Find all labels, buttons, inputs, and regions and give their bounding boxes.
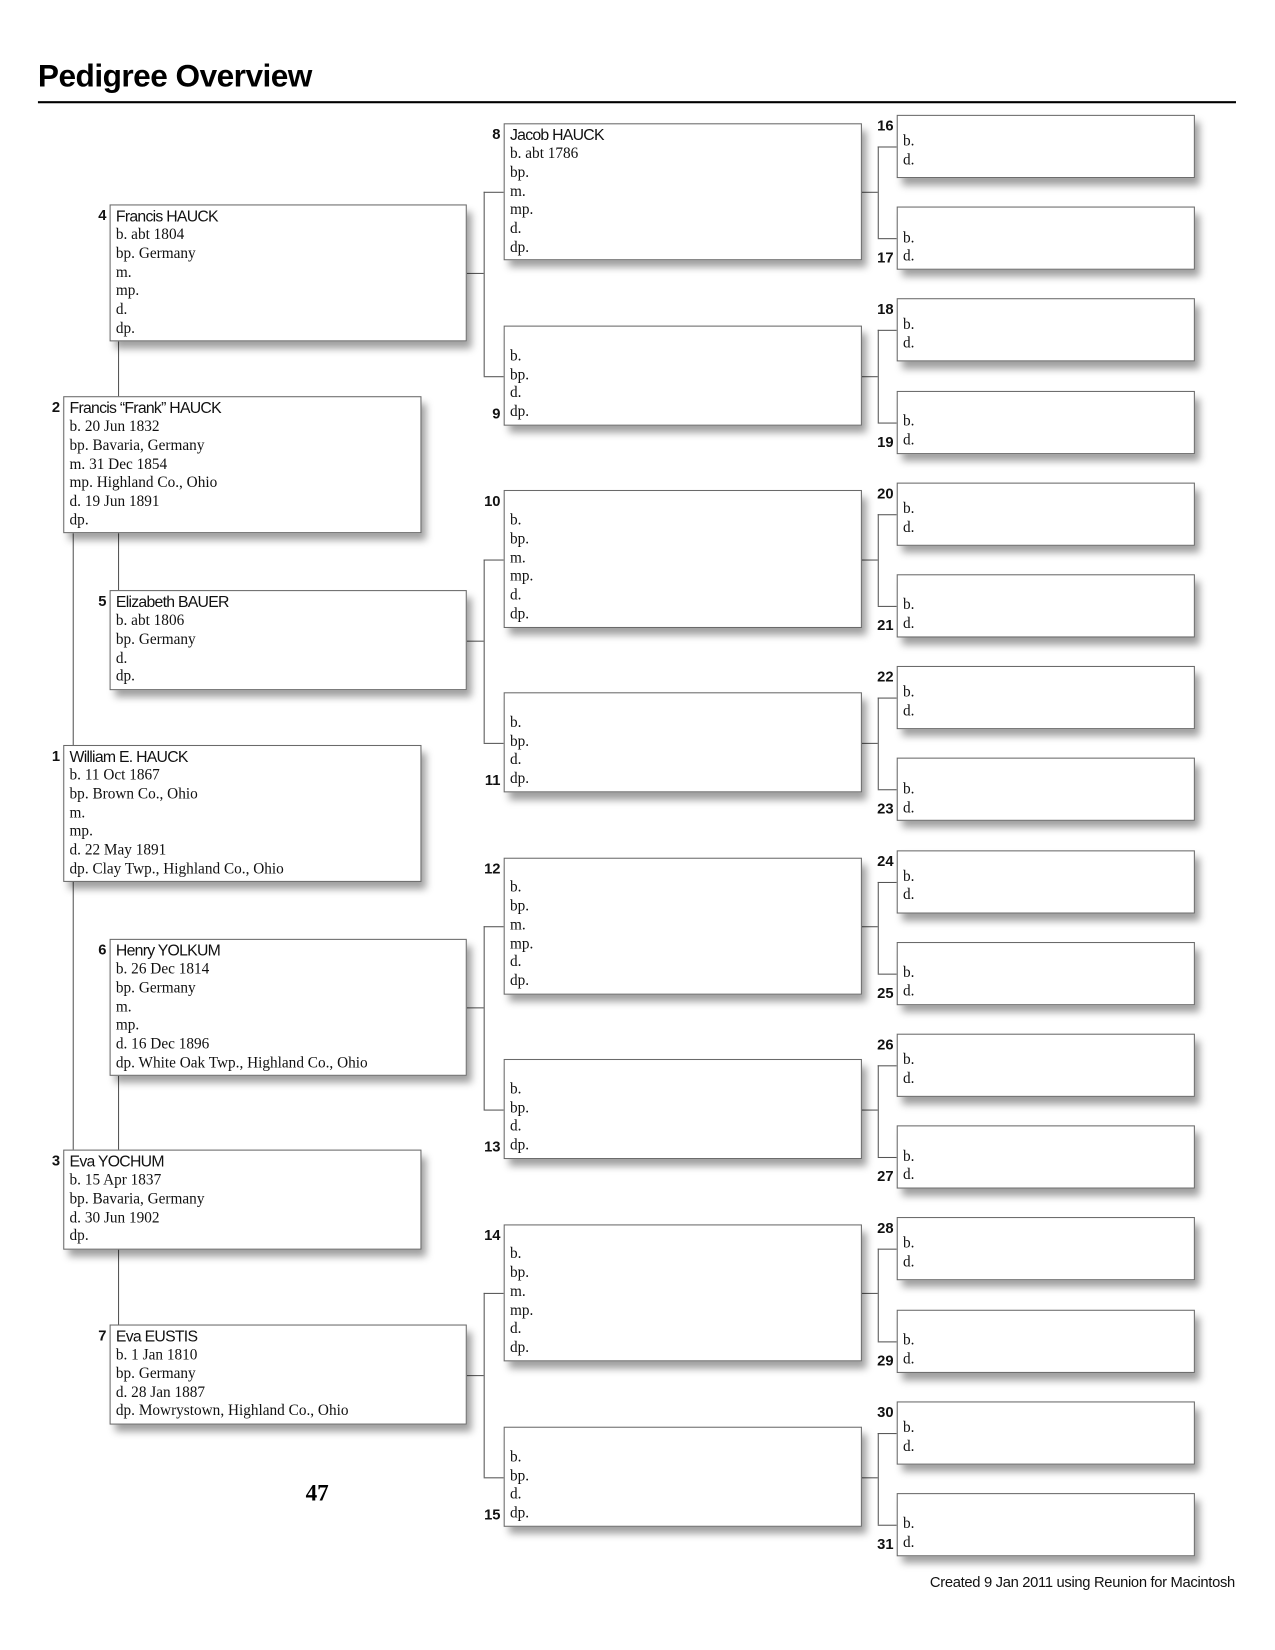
person-fact: b.: [903, 413, 915, 430]
person-fact: dp.: [69, 512, 89, 529]
person-fact: bp.: [509, 1467, 530, 1485]
person-fact: d.: [115, 301, 128, 319]
person-fact: b. abt 1786: [509, 145, 579, 163]
person-fact: mp.: [115, 282, 140, 300]
connector-line: [484, 559, 504, 560]
person-fact: d.: [903, 799, 915, 817]
person-fact: mp.: [509, 1301, 534, 1319]
person-box-6[interactable]: [110, 939, 467, 1076]
page-number: 47: [305, 1479, 329, 1506]
person-fact: d.: [903, 1070, 915, 1088]
person-fact: d.: [903, 335, 915, 353]
person-box-21[interactable]: [897, 574, 1195, 637]
person-fact: mp.: [69, 823, 93, 841]
person-fact: dp.: [115, 320, 136, 338]
person-box-2[interactable]: [63, 396, 421, 533]
person-fact: m. 31 Dec 1854: [69, 455, 168, 473]
person-fact: dp.: [509, 972, 530, 990]
person-name: [903, 486, 1189, 501]
person-box-11[interactable]: [504, 692, 862, 792]
ahnentafel-number: 18: [877, 300, 894, 318]
ahnentafel-number: 9: [492, 404, 501, 422]
ahnentafel-number: 3: [51, 1151, 61, 1169]
connector-line: [467, 273, 484, 274]
person-box-17[interactable]: [897, 207, 1195, 270]
person-fact: d.: [509, 751, 522, 769]
person-box-28[interactable]: [897, 1217, 1195, 1280]
ahnentafel-number: 22: [877, 668, 894, 686]
ahnentafel-number: 2: [51, 398, 61, 416]
person-fact: b. 11 Oct 1867: [69, 767, 160, 784]
connector-line: [467, 1375, 484, 1376]
ahnentafel-number: 23: [877, 800, 894, 818]
person-fact: d.: [903, 248, 915, 265]
person-fact: mp. Highland Co., Ohio: [69, 474, 218, 492]
person-box-5[interactable]: [110, 590, 467, 690]
ahnentafel-number: 19: [877, 432, 894, 450]
person-box-25[interactable]: [897, 942, 1195, 1005]
person-name: [903, 853, 1189, 868]
connector-line: [862, 926, 878, 927]
person-box-22[interactable]: [897, 666, 1195, 729]
person-name: [903, 1221, 1189, 1236]
connector-line: [467, 640, 484, 641]
person-fact: b.: [903, 132, 915, 150]
connector-line: [862, 1293, 878, 1294]
person-fact: d. 16 Dec 1896: [115, 1035, 210, 1053]
person-fact: m.: [115, 264, 132, 281]
person-box-19[interactable]: [897, 390, 1195, 453]
person-name: [903, 302, 1189, 317]
person-fact: b. 15 Apr 1837: [69, 1171, 162, 1189]
person-name: [903, 1037, 1189, 1052]
person-name: Eva YOCHUM: [69, 1152, 164, 1171]
connector-line: [878, 1065, 879, 1157]
ahnentafel-number: 24: [877, 852, 894, 869]
person-fact: d.: [903, 702, 915, 720]
person-fact: dp. White Oak Twp., Highland Co., Ohio: [115, 1054, 368, 1072]
connector-line: [878, 698, 879, 790]
person-name: Jacob HAUCK: [509, 126, 604, 145]
person-fact: d.: [903, 615, 915, 633]
connector-line: [862, 1477, 878, 1478]
person-fact: mp.: [509, 935, 534, 953]
person-fact: mp.: [509, 568, 534, 586]
connector-line: [484, 1293, 485, 1477]
ahnentafel-number: 31: [877, 1535, 894, 1553]
connector-line: [878, 882, 897, 883]
person-fact: d.: [509, 1320, 522, 1338]
person-fact: dp.: [509, 1339, 530, 1357]
person-fact: d. 30 Jun 1902: [69, 1209, 160, 1227]
connector-line: [862, 559, 878, 560]
person-fact: b.: [509, 512, 522, 529]
person-fact: bp. Germany: [115, 245, 196, 263]
ahnentafel-number: 28: [877, 1219, 894, 1237]
person-box-15[interactable]: [504, 1427, 862, 1527]
person-name: Elizabeth BAUER: [115, 593, 229, 612]
person-box-12[interactable]: [504, 858, 862, 995]
person-fact: b.: [903, 964, 915, 982]
person-name: Francis HAUCK: [115, 207, 218, 226]
person-fact: d. 19 Jun 1891: [69, 493, 160, 511]
person-fact: d.: [903, 1534, 915, 1552]
page-title: Pedigree Overview: [37, 59, 312, 94]
connector-line: [878, 1341, 897, 1342]
person-fact: mp.: [115, 1017, 140, 1035]
person-fact: dp.: [115, 668, 136, 686]
person-fact: d.: [903, 886, 915, 904]
connector-line: [878, 790, 897, 791]
person-fact: b.: [903, 316, 915, 334]
person-box-14[interactable]: [504, 1224, 862, 1361]
person-box-29[interactable]: [897, 1309, 1195, 1372]
person-fact: m.: [509, 182, 526, 200]
ahnentafel-number: 30: [877, 1403, 894, 1421]
person-fact: d.: [903, 431, 915, 449]
person-fact: bp. Bavaria, Germany: [69, 437, 205, 454]
person-box-30[interactable]: [897, 1401, 1195, 1464]
person-fact: d.: [903, 1166, 915, 1184]
person-fact: b.: [903, 1419, 915, 1436]
person-fact: b.: [903, 1235, 915, 1253]
person-name: [903, 669, 1189, 684]
person-name: [510, 493, 856, 512]
connector-line: [878, 514, 879, 606]
person-fact: mp.: [509, 201, 534, 219]
person-box-8[interactable]: [504, 123, 862, 260]
connector-line: [878, 1433, 897, 1434]
connector-line: [484, 192, 504, 193]
person-fact: b.: [509, 1448, 522, 1466]
person-box-7[interactable]: [110, 1325, 467, 1425]
connector-line: [878, 422, 897, 423]
person-fact: bp. Bavaria, Germany: [69, 1190, 205, 1208]
ahnentafel-number: 12: [484, 859, 501, 877]
person-fact: b.: [903, 229, 915, 247]
person-fact: bp. Brown Co., Ohio: [69, 785, 198, 803]
person-fact: d.: [509, 1118, 522, 1136]
connector-line: [484, 1293, 504, 1294]
person-fact: dp. Mowrystown, Highland Co., Ohio: [115, 1402, 349, 1420]
footer-credit: Created 9 Jan 2011 using Reunion for Macintosh: [929, 1573, 1235, 1591]
connector-line: [878, 698, 897, 699]
ahnentafel-number: 15: [484, 1505, 501, 1523]
ahnentafel-number: 7: [98, 1326, 107, 1344]
person-fact: m.: [509, 916, 526, 934]
person-box-18[interactable]: [897, 299, 1195, 362]
person-fact: m.: [69, 804, 86, 822]
connector-line: [484, 926, 504, 927]
person-fact: dp.: [509, 770, 530, 788]
ahnentafel-number: 11: [484, 771, 501, 789]
person-fact: b.: [509, 347, 522, 365]
person-box-26[interactable]: [897, 1034, 1195, 1097]
connector-line: [862, 1109, 878, 1110]
person-fact: b.: [903, 500, 915, 518]
person-fact: dp.: [69, 1227, 89, 1245]
person-fact: b.: [903, 1515, 915, 1533]
person-fact: d.: [509, 587, 522, 604]
person-name: [510, 861, 856, 879]
connector-line: [862, 192, 878, 193]
person-fact: d.: [509, 385, 522, 402]
person-fact: bp. Germany: [115, 1365, 196, 1383]
ahnentafel-number: 4: [98, 206, 107, 224]
connector-line: [878, 330, 879, 422]
person-fact: dp. Clay Twp., Highland Co., Ohio: [69, 860, 284, 878]
connector-line: [878, 1525, 897, 1526]
person-fact: b.: [509, 1245, 522, 1263]
person-fact: b. 1 Jan 1810: [115, 1346, 198, 1364]
person-box-23[interactable]: [897, 758, 1195, 821]
person-fact: b.: [903, 1051, 915, 1069]
ahnentafel-number: 17: [877, 248, 894, 266]
person-name: [510, 1228, 856, 1246]
person-box-4[interactable]: [110, 204, 467, 341]
person-box-1[interactable]: [63, 745, 421, 882]
connector-line: [484, 559, 485, 742]
connector-line: [484, 1477, 504, 1478]
ahnentafel-number: 6: [98, 940, 107, 958]
person-fact: bp.: [509, 164, 530, 182]
connector-line: [878, 1249, 897, 1250]
ahnentafel-number: 26: [877, 1035, 894, 1053]
person-name: Henry YOLKUM: [115, 942, 221, 960]
person-fact: d. 28 Jan 1887: [115, 1384, 206, 1401]
connector-line: [862, 742, 878, 743]
person-name: [903, 1404, 1189, 1419]
ahnentafel-number: 5: [98, 592, 107, 610]
person-fact: m.: [115, 998, 132, 1016]
person-fact: b.: [903, 780, 915, 798]
person-fact: d. 22 May 1891: [69, 842, 167, 859]
connector-line: [467, 1007, 484, 1008]
person-name: Francis “Frank” HAUCK: [69, 399, 221, 418]
person-box-3[interactable]: [63, 1150, 421, 1250]
connector-line: [484, 742, 504, 743]
person-fact: bp. Germany: [115, 630, 196, 648]
ahnentafel-number: 29: [877, 1351, 894, 1369]
ahnentafel-number: 25: [877, 983, 894, 1001]
connector-line: [878, 514, 897, 515]
person-box-31[interactable]: [897, 1493, 1195, 1556]
connector-line: [878, 1249, 879, 1341]
person-fact: d.: [509, 1486, 522, 1504]
ahnentafel-number: 10: [484, 492, 501, 509]
person-fact: d.: [903, 983, 915, 1000]
connector-line: [878, 1157, 897, 1158]
person-fact: d.: [903, 151, 915, 169]
person-fact: d.: [903, 1437, 915, 1455]
person-fact: m.: [509, 1283, 526, 1301]
person-fact: b.: [509, 1080, 522, 1098]
person-fact: b.: [509, 714, 522, 732]
connector-line: [878, 973, 897, 974]
connector-line: [878, 882, 879, 974]
person-fact: m.: [509, 549, 526, 567]
person-fact: b.: [509, 879, 522, 896]
ahnentafel-number: 8: [492, 125, 501, 143]
connector-line: [862, 376, 878, 377]
connector-line: [484, 376, 504, 377]
ahnentafel-number: 20: [877, 484, 894, 502]
person-box-20[interactable]: [897, 482, 1195, 545]
person-fact: bp.: [509, 1099, 530, 1117]
person-fact: d.: [903, 519, 915, 536]
connector-line: [484, 192, 485, 376]
ahnentafel-number: 1: [51, 747, 61, 764]
connector-line: [878, 606, 897, 607]
person-fact: b.: [903, 684, 915, 701]
person-fact: d.: [115, 649, 128, 667]
person-fact: dp.: [509, 403, 530, 421]
person-name: William E. HAUCK: [69, 748, 188, 767]
ahnentafel-number: 21: [877, 616, 894, 634]
connector-line: [878, 238, 897, 239]
person-fact: d.: [903, 1254, 915, 1271]
person-fact: b.: [903, 1148, 915, 1165]
connector-line: [484, 1109, 504, 1110]
connector-line: [878, 146, 897, 147]
person-fact: d.: [903, 1350, 915, 1368]
connector-line: [878, 330, 897, 331]
person-fact: b. 20 Jun 1832: [69, 418, 160, 436]
person-box-9[interactable]: [504, 326, 862, 426]
person-box-10[interactable]: [504, 490, 862, 628]
connector-line: [484, 926, 485, 1109]
person-name: Eva EUSTIS: [115, 1327, 198, 1346]
connector-line: [878, 1065, 897, 1066]
person-fact: bp.: [509, 897, 530, 915]
person-box-24[interactable]: [897, 850, 1195, 913]
person-fact: bp.: [509, 530, 530, 548]
person-fact: b.: [903, 1331, 915, 1349]
ahnentafel-number: 14: [484, 1226, 501, 1244]
person-fact: d.: [509, 220, 522, 238]
person-fact: b. abt 1804: [115, 226, 185, 244]
person-fact: dp.: [509, 239, 530, 257]
person-fact: b. abt 1806: [115, 612, 185, 630]
person-name: [903, 118, 1189, 133]
connector-line: [878, 1433, 879, 1525]
person-fact: b.: [903, 596, 915, 614]
person-box-27[interactable]: [897, 1126, 1195, 1189]
ahnentafel-number: 27: [877, 1167, 894, 1185]
person-fact: bp. Germany: [115, 979, 196, 997]
person-box-13[interactable]: [504, 1059, 862, 1159]
ahnentafel-number: 13: [484, 1137, 501, 1155]
person-fact: d.: [509, 954, 522, 971]
person-fact: dp.: [509, 1137, 530, 1155]
person-fact: bp.: [509, 366, 530, 384]
person-fact: dp.: [509, 1504, 530, 1522]
ahnentafel-number: 16: [877, 116, 894, 134]
person-fact: bp.: [509, 1264, 530, 1282]
person-fact: bp.: [509, 732, 530, 750]
title-rule: [38, 101, 1236, 103]
person-fact: dp.: [509, 605, 530, 623]
connector-line: [878, 146, 879, 238]
person-fact: b.: [903, 867, 915, 885]
person-fact: b. 26 Dec 1814: [115, 960, 210, 978]
person-box-16[interactable]: [897, 115, 1195, 178]
